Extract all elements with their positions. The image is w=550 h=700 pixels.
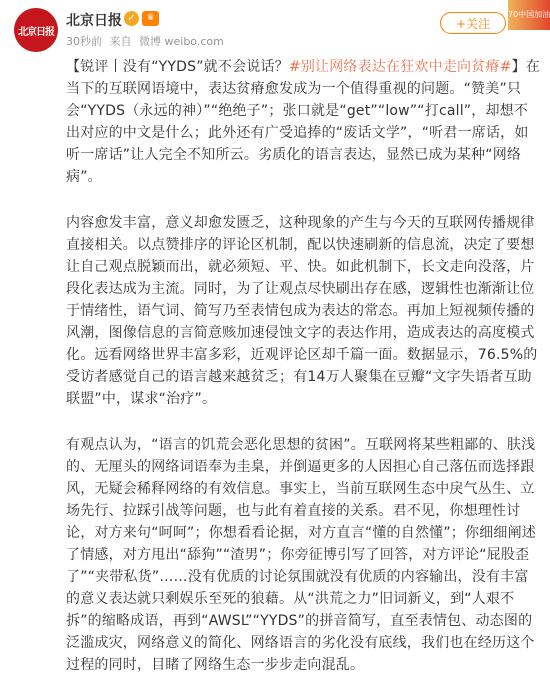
- source-prefix: 来自: [109, 35, 132, 48]
- verified-badge-icon: ✓: [124, 11, 139, 26]
- author-name[interactable]: 北京日报: [66, 13, 122, 29]
- avatar-logo-text: 北京日报: [18, 26, 54, 38]
- paragraph-2: 内容愈发丰富，意义却愈发匮乏，这种现象的产生与今天的互联网传播规律直接相关。以点赞排序的评论区机制，配以快速刷新的信息流，决定了要想让自己观点脱颖而出，就必须短、平、快。如此机制下，长文走向没落，片段化表达成为主流。同时，为了让观点尽快刷出存在感，逻辑性也渐渐让位于情绪性，语气词、简写乃至表情包成为表达的常态。再加上短视频传播的风潮，图像信息的言简意赅加速侵蚀文字的表达作用，造成表达的高度模式化。远看网络世界丰富多彩，近观评论区却千篇一面。数据显示，76.5%的受访者感觉自己的语言越来越贫乏；有14万人聚集在豆瓣“文字失语者互助联盟”中，谋求“治疗”。: [66, 215, 538, 407]
- hashtag-link[interactable]: #别让网络表达在狂欢中走向贫瘠#: [288, 59, 512, 75]
- paragraph-3: 有观点认为，“语言的饥荒会恶化思想的贫困”。互联网将某些粗鄙的、肤浅的、无厘头的网络词语奉为圭臬，并倒逼更多的人因担心自己落伍而选择跟风，无疑会稀释网络的有效信息。事实上，当前互联网生态中戾气丛生、立场先行、拉踩引战等问题，也与此有着直接的关系。君不见，你想理性讨论，对方来句“呵呵”；你想看看论据，对方直言“懂的自然懂”；你细细阐述了情感，对方甩出“舔狗”“渣男”；你旁征博引写了回答，对方评论“屁股歪了”“夹带私货”……没有优质的讨论氛围就没有优质的内容输出，没有丰富的意义表达就只剩娱乐至死的狼藉。从“洪荒之力”旧词新义，到“人艰不拆”的缩略成语，再到“AWSL”“YYDS”的拼音简写，直至表情包、动态图的泛滥成灾，网络意义的简化、网络语言的劣化没有底线，我们也在经历这个过程的同时，目睹了网络生态一步步走向混乱。: [66, 437, 537, 673]
- post-header: [0, 0, 550, 60]
- follow-button[interactable]: +关注: [440, 12, 506, 34]
- post-meta: [66, 33, 228, 49]
- post-content: [66, 56, 542, 700]
- paragraph-1-text: 】在当下的互联网语境中，表达贫瘠愈发成为一个值得重视的问题。“赞美”只会“YYDS（永远的神）”“绝绝子”；张口就是“get”“low”“打call”，却想不出对应的中文是什么；此外还有广受追捧的“废话文学”，“听君一席话，如听一席话”让人完全不知所云。劣质化的语言表达，显然已成为某种“网络病”。: [66, 59, 540, 185]
- avatar[interactable]: [14, 8, 58, 52]
- post-source[interactable]: 微博 weibo.com: [139, 35, 224, 48]
- post-time: 30秒前: [66, 35, 102, 48]
- corner-banner: 70中国加油: [508, 0, 550, 30]
- paragraph-1: [66, 56, 542, 188]
- post-title: 【锐评丨没有“YYDS”就不会说话？: [66, 59, 289, 75]
- crown-icon: ♛: [142, 11, 159, 26]
